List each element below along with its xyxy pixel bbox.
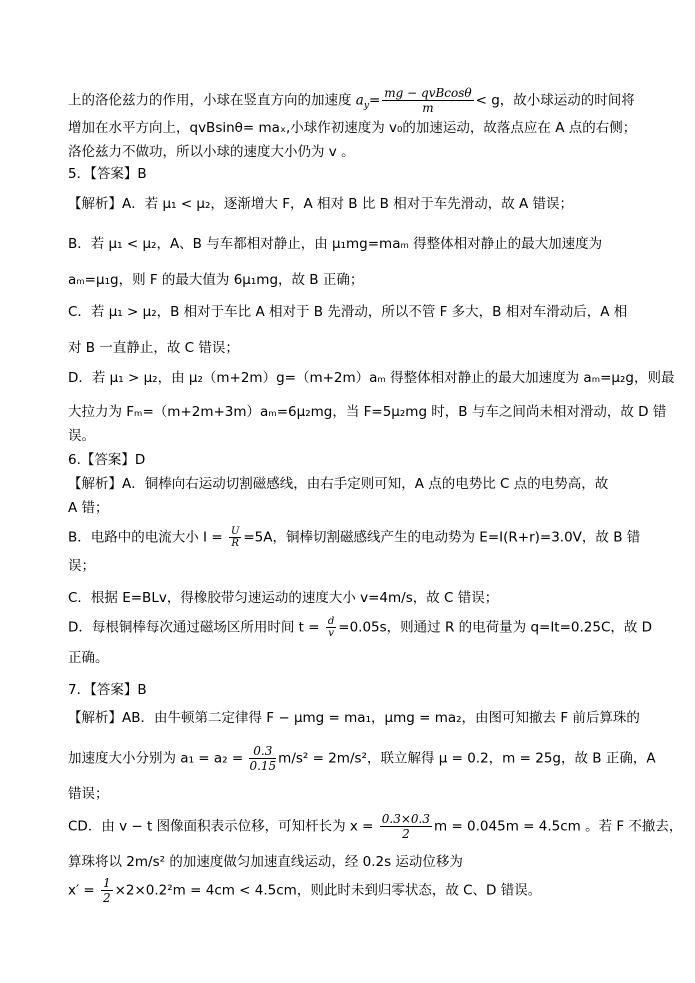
answer-heading-7: 7．【答案】B (68, 682, 147, 698)
text-line-5: 【解析】A．若 μ₁ < μ₂，逐渐增大 F，A 相对 B 比 B 相对于车先滑动，故 A 错误； (68, 196, 574, 212)
text-line-9: 对 B 一直静止，故 C 错误； (68, 340, 239, 356)
text-line-3: 洛伦兹力不做功，所以小球的速度大小仍为 v 。 (68, 144, 355, 160)
text-line-14: 【解析】A．铜棒向右运动切割磁感线，由右手定则可知，A 点的电势比 C 点的电势高，故 (68, 476, 609, 492)
text-line-15: A 错； (68, 500, 109, 516)
text-line-26: 算珠将以 2m/s² 的加速度做匀加速直线运动，经 0.2s 运动位移为 (68, 854, 463, 870)
text-line-12: 误。 (68, 428, 95, 444)
text-line-20: 正确。 (68, 650, 109, 666)
text-line-17: 误； (68, 558, 95, 574)
text-line-7: aₘ=μ₁g，则 F 的最大值为 6μ₁mg，故 B 正确； (68, 272, 364, 288)
text-line-1: 上的洛伦兹力的作用，小球在竖直方向的加速度 $a_y=$ $\frac{\text{mg − qvBcosθ}}{m}$ < g，故小球运动的时间将 (68, 86, 635, 115)
text-line-8: C．若 μ₁ > μ₂，B 相对于车比 A 相对于 B 先滑动，所以不管 F 多大，B 相对车滑动后，A 相 (68, 304, 628, 320)
text-line-22: 【解析】AB．由牛顿第二定律得 F − μmg = ma₁，μmg = ma₂，由图可知撤去 F 前后算珠的 (68, 710, 640, 726)
text-line-16: B．电路中的电流大小 I = $\frac{U}{R}$ =5A，铜棒切割磁感线产生的电动势为 E=I(R+r)=3.0V，故 B 错 (68, 526, 641, 549)
text-line-6: B．若 μ₁ < μ₂，A、B 与车都相对静止，由 μ₁mg=maₘ 得整体相对静止的最大加速度为 (68, 236, 603, 252)
text-line-27: x′ = $\frac{1}{2}$ ×2×0.2²m = 4cm < 4.5cm，则此时未到归零状态，故 C、D 错误。 (68, 876, 542, 905)
answer-heading-5: 5．【答案】B (68, 166, 147, 182)
text-line-10: D．若 μ₁ > μ₂，由 μ₂（m+2m）g=（m+2m）aₘ 得整体相对静止的最大加速度为 aₘ=μ₂g，则最 (68, 370, 675, 386)
text-line-18: C．根据 E=BLv，得橡胶带匀速运动的速度大小 v=4m/s，故 C 错误； (68, 590, 499, 606)
text-line-11: 大拉力为 Fₘ=（m+2m+3m）aₘ=6μ₂mg，当 F=5μ₂mg 时，B 与车之间尚未相对滑动，故 D 错 (68, 404, 667, 420)
text-line-19: D．每根铜棒每次通过磁场区所用时间 t = $\frac{d}{v}$ =0.05s，则通过 R 的电荷量为 q=It=0.25C，故 D (68, 616, 653, 639)
answer-heading-6: 6.【答案】D (68, 452, 146, 468)
text-line-2: 增加在水平方向上，qvBsinθ= maₓ,小球作初速度为 v₀的加速运动，故落点应在 A 点的右侧； (68, 120, 637, 136)
text-line-24: 错误； (68, 786, 109, 802)
text-line-25: CD．由 v − t 图像面积表示位移，可知杆长为 x = $\frac{0.3\times 0.3}{2}$ m = 0.045m = 4.5cm 。若 F 不撤去， (68, 812, 683, 841)
text-line-23: 加速度大小分别为 a₁ = a₂ = $\frac{0.3}{0.15}$ m/s² = 2m/s²，联立解得 μ = 0.2，m = 25g，故 B 正确，A (68, 744, 656, 773)
